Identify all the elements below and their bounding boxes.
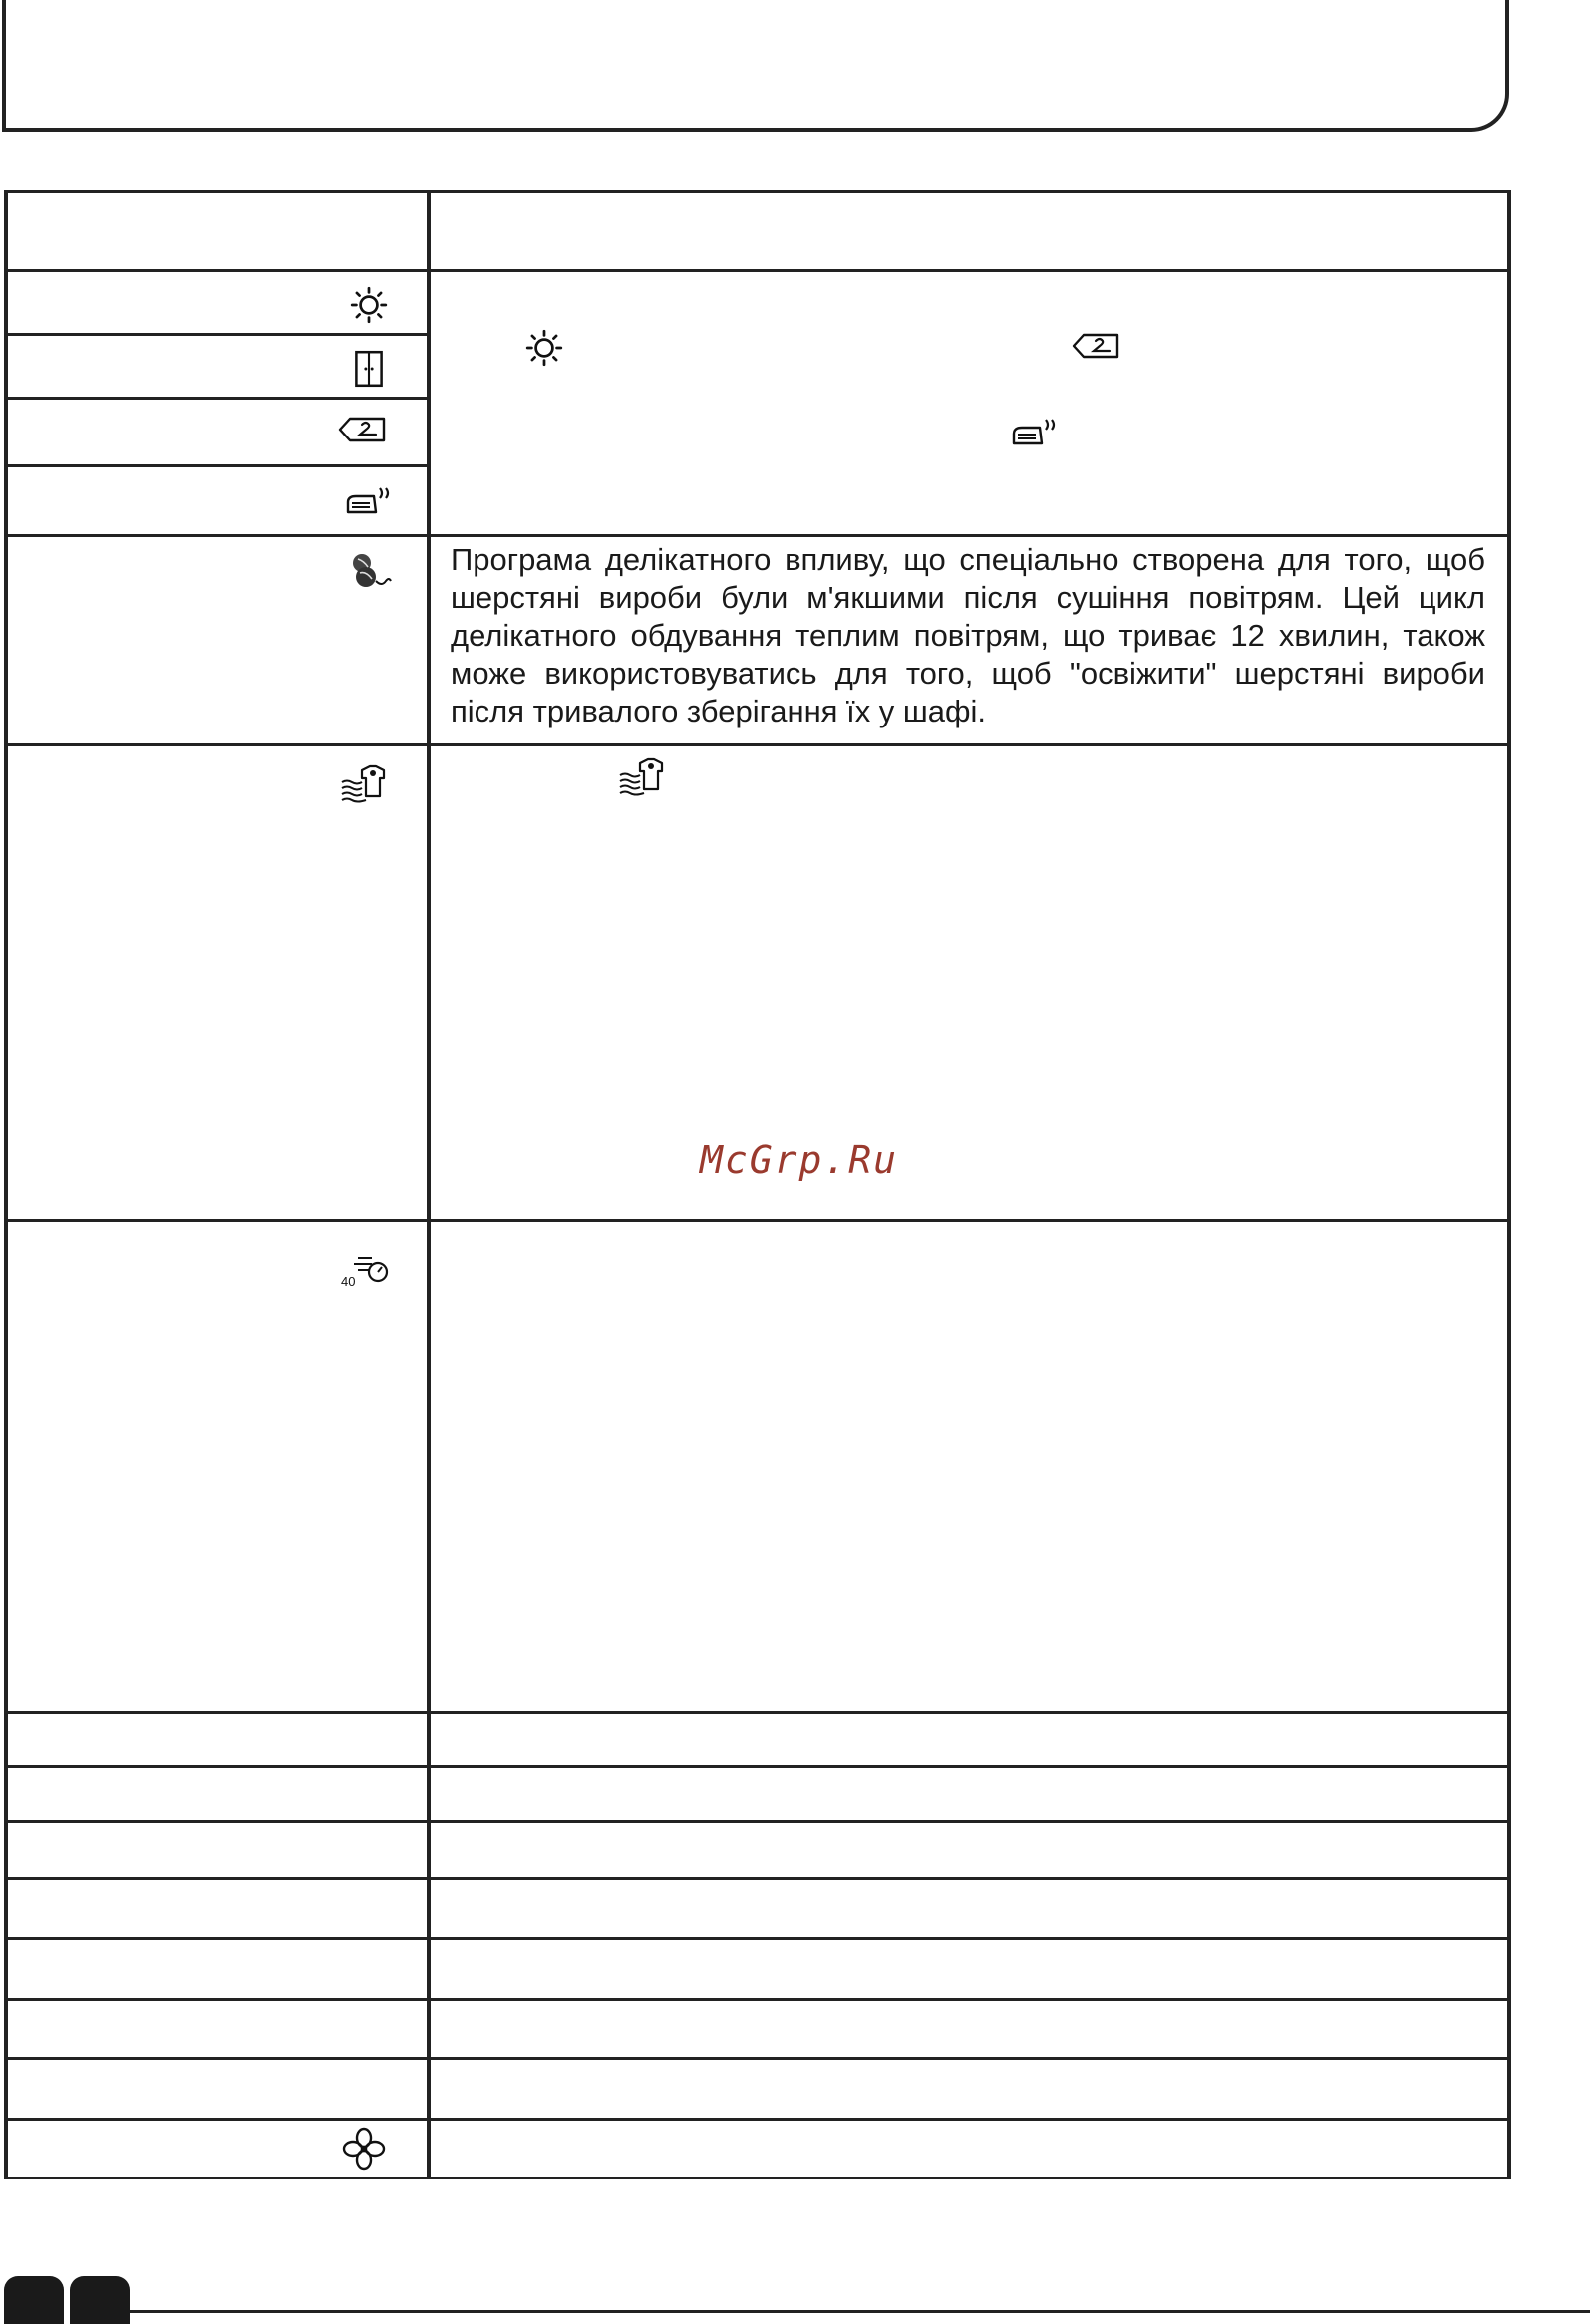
row-divider [4,1877,1511,1880]
table-border-right [1507,190,1511,2179]
row-divider [4,1998,1511,2001]
row-divider [4,1937,1511,1940]
row-divider [4,743,1511,746]
table-border-bottom [4,2177,1511,2179]
row-divider [4,2118,1511,2121]
row-divider [4,534,1511,537]
table-border-left [4,190,8,2179]
cupboard-icon [348,348,390,390]
row-divider [4,2057,1511,2060]
shirt-dryer-icon [340,764,392,806]
description-text: Програма делікатного впливу, що спеціально створена для того, щоб шерстяні вироби були м'якшими після сушіння повітрям. Цей цикл делікатного обдування теплим повітрям, що триває 12 хвилин, також може використовуватись для того, щоб "освіжити" шерстяні вироби після тривалого зберігання їх у шафі. [451,542,1485,728]
wool-program-description [451,541,1485,730]
footer-rule [130,2310,1590,2313]
row-divider [4,1711,1511,1714]
svg-text:40: 40 [341,1274,356,1289]
header-box [2,0,1509,132]
sun-icon [523,327,565,369]
hanger-icon [338,410,390,451]
row-divider [4,1765,1511,1768]
iron-icon [344,481,394,523]
subrow-divider [4,464,431,467]
sun-icon [348,284,390,326]
wool-icon [344,549,392,595]
hanger-icon [1072,326,1123,368]
table-border-top [4,190,1511,193]
quick-40-icon [340,1250,392,1290]
row-divider [4,269,1511,272]
iron-icon [1010,413,1060,454]
subrow-divider [4,333,431,336]
subrow-divider [4,397,431,400]
table-column-divider [427,190,431,2179]
fan-icon [342,2127,386,2171]
row-divider [4,1219,1511,1222]
watermark: McGrp.Ru [700,1138,899,1182]
shirt-dryer-icon [618,757,670,799]
page-number-tab [4,2276,64,2324]
page-number-tab [70,2276,130,2324]
row-divider [4,1820,1511,1823]
